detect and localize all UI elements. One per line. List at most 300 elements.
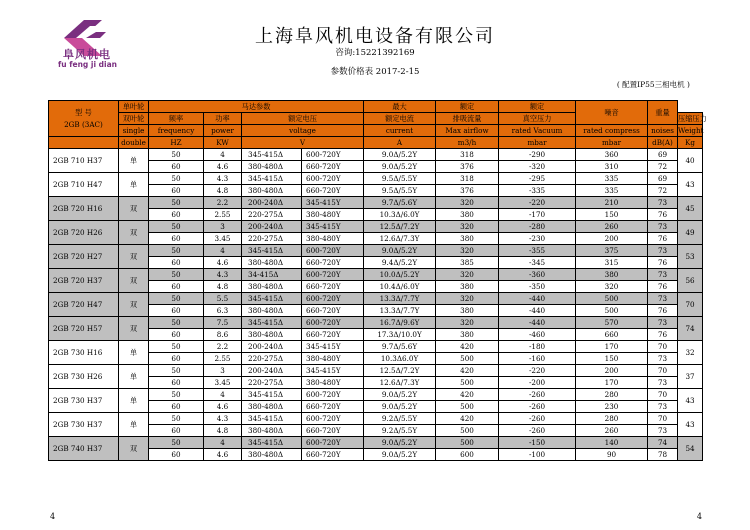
noise-header-en: noises: [648, 125, 678, 137]
voltage-wye-cell: 660-720Y: [302, 185, 364, 197]
power-cell: 3.45: [204, 233, 242, 245]
table-row: [49, 365, 703, 377]
voltage-delta-cell: 380-480Δ: [242, 401, 302, 413]
airflow-cell: 320: [436, 293, 499, 305]
compress-cell: 280: [576, 413, 648, 425]
frequency-cell: 60: [149, 377, 204, 389]
frequency-cell: 50: [149, 389, 204, 401]
frequency-cell: 60: [149, 185, 204, 197]
model-cell: 2GB 730 H26: [49, 365, 119, 389]
frequency-cell: 50: [149, 317, 204, 329]
compress-cell: 150: [576, 209, 648, 221]
voltage-delta-cell: 345-415Δ: [242, 317, 302, 329]
vacuum-cell: -160: [499, 353, 576, 365]
vacuum-cell: -280: [499, 221, 576, 233]
power-cell: 4.8: [204, 281, 242, 293]
compress-cell: 200: [576, 233, 648, 245]
compress-cell: 150: [576, 353, 648, 365]
noise-cell: 73: [648, 317, 678, 329]
table-body: [49, 149, 703, 461]
impeller-type-cell: 双: [119, 437, 149, 461]
noise-cell: 73: [648, 353, 678, 365]
voltage-wye-cell: 380-480Y: [302, 353, 364, 365]
voltage-wye-cell: 600-720Y: [302, 149, 364, 161]
vacuum-cell: -345: [499, 257, 576, 269]
rated-header-1: 额定: [436, 101, 499, 113]
motor-config-note: ( 配置IP55三相电机 ): [616, 80, 690, 89]
table-row: [49, 293, 703, 305]
noise-cell: 76: [648, 281, 678, 293]
compress-cell: 335: [576, 173, 648, 185]
voltage-delta-cell: 380-480Δ: [242, 281, 302, 293]
voltage-delta-cell: 345-415Δ: [242, 173, 302, 185]
frequency-cell: 60: [149, 329, 204, 341]
voltage-wye-cell: 600-720Y: [302, 269, 364, 281]
airflow-cell: 380: [436, 329, 499, 341]
airflow-cell: 500: [436, 437, 499, 449]
impeller-type-cell: 单: [119, 149, 149, 173]
current-cell: 9.5Δ/5.5Y: [364, 173, 436, 185]
table-row: [49, 197, 703, 209]
model-cell: 2GB 720 H16: [49, 197, 119, 221]
voltage-delta-cell: 220-275Δ: [242, 377, 302, 389]
power-header-cn: 功率: [204, 113, 242, 125]
compress-cell: 170: [576, 377, 648, 389]
voltage-wye-cell: 600-720Y: [302, 389, 364, 401]
voltage-delta-cell: 380-480Δ: [242, 185, 302, 197]
power-header-en: power: [204, 125, 242, 137]
current-cell: 9.2Δ/5.5Y: [364, 425, 436, 437]
frequency-cell: 50: [149, 293, 204, 305]
airflow-cell: 420: [436, 413, 499, 425]
frequency-header-cn: 频率: [149, 113, 204, 125]
voltage-wye-cell: 380-480Y: [302, 377, 364, 389]
impeller-type-cell: 双: [119, 197, 149, 221]
weight-cell: 56: [678, 269, 703, 293]
power-cell: 4: [204, 389, 242, 401]
vacuum-cell: -460: [499, 329, 576, 341]
voltage-delta-cell: 200-240Δ: [242, 197, 302, 209]
airflow-cell: 420: [436, 341, 499, 353]
current-unit: A: [364, 137, 436, 149]
voltage-delta-cell: 220-275Δ: [242, 209, 302, 221]
frequency-cell: 60: [149, 161, 204, 173]
current-header-cn: 额定电流: [364, 113, 436, 125]
weight-cell: 54: [678, 437, 703, 461]
voltage-delta-cell: 200-240Δ: [242, 221, 302, 233]
noise-cell: 69: [648, 149, 678, 161]
voltage-wye-cell: 345-415Y: [302, 197, 364, 209]
airflow-cell: 320: [436, 245, 499, 257]
current-cell: 10.0Δ/5.2Y: [364, 269, 436, 281]
impeller-type-cell: 单: [119, 413, 149, 437]
current-cell: 16.7Δ/9.6Y: [364, 317, 436, 329]
voltage-wye-cell: 660-720Y: [302, 281, 364, 293]
power-cell: 4.8: [204, 425, 242, 437]
airflow-cell: 380: [436, 233, 499, 245]
current-cell: 13.3Δ/7.7Y: [364, 293, 436, 305]
airflow-cell: 600: [436, 449, 499, 461]
vacuum-cell: -440: [499, 293, 576, 305]
noise-cell: 72: [648, 161, 678, 173]
page-number-left: 4: [50, 512, 56, 521]
vacuum-cell: -180: [499, 341, 576, 353]
noise-cell: 73: [648, 401, 678, 413]
noise-cell: 73: [648, 425, 678, 437]
voltage-header-en: voltage: [242, 125, 364, 137]
noise-cell: 76: [648, 209, 678, 221]
frequency-cell: 60: [149, 449, 204, 461]
voltage-wye-cell: 380-480Y: [302, 209, 364, 221]
vacuum-cell: -170: [499, 209, 576, 221]
noise-cell: 73: [648, 197, 678, 209]
vacuum-cell: -350: [499, 281, 576, 293]
airflow-cell: 500: [436, 425, 499, 437]
power-cell: 4.3: [204, 413, 242, 425]
frequency-cell: 60: [149, 209, 204, 221]
vacuum-cell: -260: [499, 389, 576, 401]
voltage-delta-cell: 380-480Δ: [242, 305, 302, 317]
current-cell: 10.3Δ6.0Y: [364, 353, 436, 365]
voltage-delta-cell: 345-415Δ: [242, 293, 302, 305]
compress-cell: 500: [576, 293, 648, 305]
weight-cell: 40: [678, 149, 703, 173]
power-cell: 3: [204, 221, 242, 233]
vacuum-cell: -260: [499, 413, 576, 425]
vacuum-cell: -295: [499, 173, 576, 185]
vacuum-unit: mbar: [499, 137, 576, 149]
frequency-cell: 60: [149, 233, 204, 245]
frequency-cell: 50: [149, 437, 204, 449]
airflow-cell: 320: [436, 317, 499, 329]
impeller-type-cell: 双: [119, 269, 149, 293]
voltage-wye-cell: 660-720Y: [302, 401, 364, 413]
noise-unit: dB(A): [648, 137, 678, 149]
noise-header-cn: 噪音: [576, 101, 648, 125]
voltage-wye-cell: 380-480Y: [302, 233, 364, 245]
voltage-delta-cell: 220-275Δ: [242, 353, 302, 365]
airflow-cell: 320: [436, 197, 499, 209]
current-cell: 9.4Δ/5.2Y: [364, 257, 436, 269]
compress-cell: 375: [576, 245, 648, 257]
model-header: 型 号 2GB (3AC): [49, 101, 119, 137]
model-cell: 2GB 720 H47: [49, 293, 119, 317]
frequency-cell: 50: [149, 149, 204, 161]
noise-cell: 73: [648, 221, 678, 233]
frequency-cell: 60: [149, 425, 204, 437]
voltage-wye-cell: 345-415Y: [302, 341, 364, 353]
frequency-cell: 60: [149, 305, 204, 317]
voltage-wye-cell: 345-415Y: [302, 221, 364, 233]
table-row: [49, 389, 703, 401]
frequency-cell: 60: [149, 401, 204, 413]
table-header: [49, 101, 707, 149]
compress-cell: 230: [576, 401, 648, 413]
current-cell: 9.0Δ/5.2Y: [364, 389, 436, 401]
airflow-cell: 500: [436, 401, 499, 413]
airflow-cell: 320: [436, 221, 499, 233]
compress-cell: 170: [576, 341, 648, 353]
current-cell: 9.0Δ/5.2Y: [364, 449, 436, 461]
voltage-delta-cell: 380-480Δ: [242, 425, 302, 437]
vacuum-cell: -335: [499, 185, 576, 197]
frequency-cell: 50: [149, 365, 204, 377]
weight-cell: 37: [678, 365, 703, 389]
voltage-wye-cell: 345-415Y: [302, 365, 364, 377]
logo-text-cn: 阜风机电: [63, 48, 111, 61]
power-cell: 2.55: [204, 209, 242, 221]
table-row: [49, 245, 703, 257]
voltage-wye-cell: 600-720Y: [302, 413, 364, 425]
model-cell: 2GB 730 H37: [49, 389, 119, 413]
voltage-wye-cell: 600-720Y: [302, 293, 364, 305]
compress-cell: 320: [576, 281, 648, 293]
price-table: [48, 100, 707, 461]
noise-cell: 76: [648, 233, 678, 245]
impeller-type-cell: 单: [119, 389, 149, 413]
rated-header-2: 额定: [499, 101, 576, 113]
airflow-cell: 318: [436, 173, 499, 185]
page-number-right: 4: [696, 512, 702, 521]
voltage-delta-cell: 345-415Δ: [242, 437, 302, 449]
model-cell: 2GB 720 H37: [49, 269, 119, 293]
current-cell: 10.3Δ/6.0Y: [364, 209, 436, 221]
noise-cell: 76: [648, 305, 678, 317]
compress-cell: 360: [576, 149, 648, 161]
weight-unit: Kg: [678, 137, 703, 149]
vacuum-cell: -440: [499, 317, 576, 329]
table-row: [49, 221, 703, 233]
motor-params-header: 马达参数: [149, 101, 364, 113]
compress-header-en: rated compress: [576, 125, 648, 137]
weight-cell: 70: [678, 293, 703, 317]
frequency-cell: 50: [149, 173, 204, 185]
vacuum-cell: -230: [499, 233, 576, 245]
model-cell: 2GB 710 H47: [49, 173, 119, 197]
frequency-unit: HZ: [149, 137, 204, 149]
vacuum-cell: -360: [499, 269, 576, 281]
model-cell: 2GB 710 H37: [49, 149, 119, 173]
vacuum-cell: -260: [499, 425, 576, 437]
vacuum-header-cn: 真空压力: [499, 113, 576, 125]
noise-cell: 73: [648, 293, 678, 305]
frequency-cell: 50: [149, 221, 204, 233]
weight-cell: 45: [678, 197, 703, 221]
frequency-cell: 60: [149, 353, 204, 365]
table-row: [49, 173, 703, 185]
table-row: [49, 341, 703, 353]
vacuum-cell: -100: [499, 449, 576, 461]
company-title: 上海阜风机电设备有限公司: [255, 26, 495, 47]
noise-cell: 70: [648, 341, 678, 353]
vacuum-cell: -290: [499, 149, 576, 161]
model-cell: 2GB 720 H57: [49, 317, 119, 341]
frequency-cell: 50: [149, 197, 204, 209]
airflow-cell: 376: [436, 161, 499, 173]
vacuum-header-en: rated Vacuum: [499, 125, 576, 137]
airflow-header-en: Max airflow: [436, 125, 499, 137]
compress-cell: 570: [576, 317, 648, 329]
airflow-header-cn: 排吸流量: [436, 113, 499, 125]
compress-unit: mbar: [576, 137, 648, 149]
frequency-cell: 50: [149, 269, 204, 281]
vacuum-cell: -320: [499, 161, 576, 173]
model-cell: 2GB 730 H16: [49, 341, 119, 365]
noise-cell: 73: [648, 245, 678, 257]
voltage-delta-cell: 380-480Δ: [242, 449, 302, 461]
impeller-double-cn: 双叶轮: [119, 113, 149, 125]
weight-cell: 43: [678, 389, 703, 413]
weight-cell: 74: [678, 317, 703, 341]
model-unit-cell: [49, 137, 119, 149]
table-row: [49, 317, 703, 329]
power-cell: 6.3: [204, 305, 242, 317]
table-row: [49, 437, 703, 449]
weight-cell: 43: [678, 173, 703, 197]
power-cell: 3: [204, 365, 242, 377]
current-cell: 12.6Δ/7.3Y: [364, 233, 436, 245]
power-unit: KW: [204, 137, 242, 149]
vacuum-cell: -440: [499, 305, 576, 317]
airflow-cell: 320: [436, 269, 499, 281]
power-cell: 2.2: [204, 341, 242, 353]
voltage-delta-cell: 200-240Δ: [242, 341, 302, 353]
power-cell: 8.6: [204, 329, 242, 341]
voltage-delta-cell: 345-415Δ: [242, 149, 302, 161]
weight-cell: 43: [678, 413, 703, 437]
power-cell: 4.6: [204, 449, 242, 461]
current-cell: 9.7Δ/5.6Y: [364, 341, 436, 353]
airflow-cell: 380: [436, 209, 499, 221]
noise-cell: 78: [648, 449, 678, 461]
current-cell: 9.0Δ/5.2Y: [364, 245, 436, 257]
vacuum-cell: -150: [499, 437, 576, 449]
impeller-type-cell: 双: [119, 221, 149, 245]
voltage-delta-cell: 220-275Δ: [242, 233, 302, 245]
power-cell: 2.2: [204, 197, 242, 209]
current-cell: 9.0Δ/5.2Y: [364, 149, 436, 161]
noise-cell: 72: [648, 185, 678, 197]
table-row: [49, 413, 703, 425]
compress-cell: 315: [576, 257, 648, 269]
current-header-en: current: [364, 125, 436, 137]
voltage-delta-cell: 380-480Δ: [242, 161, 302, 173]
impeller-type-cell: 单: [119, 365, 149, 389]
current-cell: 10.4Δ/6.0Y: [364, 281, 436, 293]
voltage-wye-cell: 600-720Y: [302, 317, 364, 329]
voltage-delta-cell: 345-415Δ: [242, 389, 302, 401]
logo-text-pinyin: fu feng ji dian: [58, 60, 117, 69]
power-cell: 2.55: [204, 353, 242, 365]
current-cell: 9.0Δ/5.2Y: [364, 401, 436, 413]
voltage-header-cn: 额定电压: [242, 113, 364, 125]
voltage-wye-cell: 660-720Y: [302, 161, 364, 173]
voltage-wye-cell: 660-720Y: [302, 449, 364, 461]
noise-cell: 74: [648, 437, 678, 449]
voltage-unit: V: [242, 137, 364, 149]
power-cell: 4.8: [204, 185, 242, 197]
noise-cell: 70: [648, 389, 678, 401]
model-cell: 2GB 720 H27: [49, 245, 119, 269]
power-cell: 5.5: [204, 293, 242, 305]
power-cell: 7.5: [204, 317, 242, 329]
voltage-wye-cell: 660-720Y: [302, 425, 364, 437]
power-cell: 4: [204, 149, 242, 161]
power-cell: 4.3: [204, 269, 242, 281]
weight-cell: 32: [678, 341, 703, 365]
airflow-cell: 500: [436, 377, 499, 389]
voltage-delta-cell: 200-240Δ: [242, 365, 302, 377]
power-cell: 4.6: [204, 257, 242, 269]
compress-cell: 500: [576, 305, 648, 317]
power-cell: 4.6: [204, 161, 242, 173]
current-cell: 12.5Δ/7.2Y: [364, 221, 436, 233]
voltage-delta-cell: 345-415Δ: [242, 413, 302, 425]
noise-cell: 73: [648, 377, 678, 389]
power-cell: 4: [204, 245, 242, 257]
airflow-cell: 420: [436, 389, 499, 401]
weight-cell: 49: [678, 221, 703, 245]
airflow-cell: 318: [436, 149, 499, 161]
compress-cell: 200: [576, 365, 648, 377]
vacuum-cell: -200: [499, 377, 576, 389]
frequency-cell: 50: [149, 341, 204, 353]
power-cell: 4: [204, 437, 242, 449]
vacuum-cell: -220: [499, 365, 576, 377]
airflow-cell: 380: [436, 305, 499, 317]
impeller-type-cell: 双: [119, 317, 149, 341]
weight-header-cn: 重量: [648, 101, 678, 125]
compress-cell: 380: [576, 269, 648, 281]
voltage-wye-cell: 600-720Y: [302, 245, 364, 257]
compress-cell: 90: [576, 449, 648, 461]
frequency-cell: 60: [149, 281, 204, 293]
table-row: [49, 149, 703, 161]
noise-cell: 76: [648, 257, 678, 269]
airflow-cell: 500: [436, 353, 499, 365]
airflow-cell: 420: [436, 365, 499, 377]
impeller-type-cell: 双: [119, 245, 149, 269]
model-cell: 2GB 730 H37: [49, 413, 119, 437]
frequency-cell: 50: [149, 413, 204, 425]
airflow-cell: 380: [436, 281, 499, 293]
current-cell: 13.3Δ/7.7Y: [364, 305, 436, 317]
voltage-wye-cell: 600-720Y: [302, 437, 364, 449]
current-cell: 9.5Δ/5.5Y: [364, 185, 436, 197]
vacuum-cell: -220: [499, 197, 576, 209]
table-row: [49, 269, 703, 281]
compress-cell: 210: [576, 197, 648, 209]
weight-cell: 53: [678, 245, 703, 269]
impeller-type-cell: 单: [119, 341, 149, 365]
noise-cell: 70: [648, 365, 678, 377]
voltage-wye-cell: 660-720Y: [302, 257, 364, 269]
current-cell: 12.5Δ/7.2Y: [364, 365, 436, 377]
max-header: 最大: [364, 101, 436, 113]
compress-cell: 660: [576, 329, 648, 341]
price-list-date: 参数价格表 2017-2-15: [330, 67, 420, 77]
compress-cell: 310: [576, 161, 648, 173]
noise-cell: 69: [648, 173, 678, 185]
compress-cell: 140: [576, 437, 648, 449]
airflow-cell: 385: [436, 257, 499, 269]
consult-phone: 咨询:15221392169: [335, 48, 415, 58]
impeller-double-en: double: [119, 137, 149, 149]
current-cell: 12.6Δ/7.3Y: [364, 377, 436, 389]
frequency-header-en: frequency: [149, 125, 204, 137]
current-cell: 9.7Δ/5.6Y: [364, 197, 436, 209]
noise-cell: 70: [648, 413, 678, 425]
